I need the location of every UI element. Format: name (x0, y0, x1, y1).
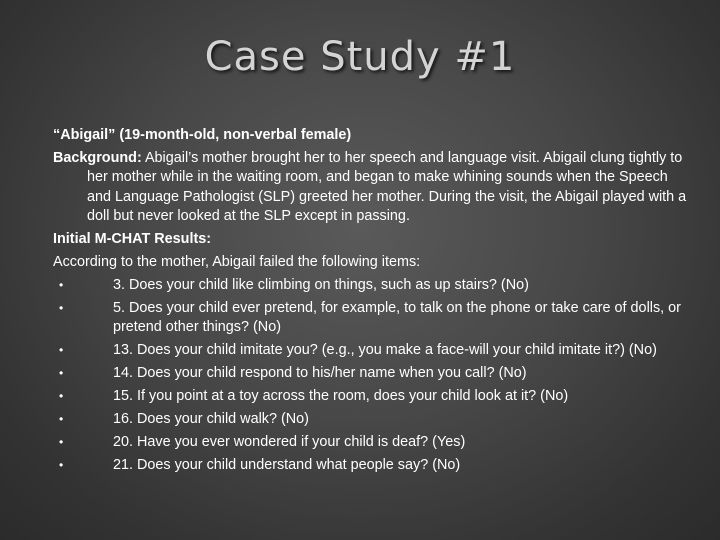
list-item (53, 364, 693, 383)
list-item-text: 16. Does your child walk? (No) (113, 411, 309, 428)
list-item (53, 410, 693, 429)
bullet-icon: • (59, 389, 64, 404)
list-item (53, 456, 693, 475)
bullet-icon: • (59, 458, 64, 473)
list-item (53, 433, 693, 452)
slide-body (53, 126, 693, 479)
list-item-text: 14. Does your child respond to his/her name when you call? (No) (113, 365, 527, 382)
background-label: Background: (53, 149, 142, 166)
bullet-icon: • (59, 366, 64, 381)
intro-text: According to the mother, Abigail failed the following items: (53, 253, 421, 270)
bullet-icon: • (59, 412, 64, 427)
list-item-text: 5. Does your child ever pretend, for example, to talk on the phone or take care of dolls, or pretend other things? (No) (113, 299, 681, 336)
background-text: Abigail’s mother brought her to her speech and language visit. Abigail clung tightly to her mother while in the waiting room, and began to make whining sounds when the Speech and Language Pathologist (SLP) greeted her mother. During the visit, the Abigail played with a doll but never looked at the SLP except in passing. (87, 149, 687, 224)
list-item (53, 299, 693, 338)
bullet-icon: • (59, 343, 64, 358)
list-item-text: 13. Does your child imitate you? (e.g., you make a face-will your child imitate it?) (No) (113, 342, 657, 359)
slide-title: Case Study #1 (204, 34, 516, 80)
bullet-icon: • (59, 300, 64, 315)
bullet-icon: • (59, 277, 64, 292)
mchat-heading: Initial M-CHAT Results: (53, 230, 212, 247)
background-paragraph (53, 149, 693, 226)
list-item-text: 20. Have you ever wondered if your child is deaf? (Yes) (113, 434, 466, 451)
mchat-item-list (53, 276, 693, 475)
bullet-icon: • (59, 435, 64, 450)
list-item (53, 341, 693, 360)
case-heading: “Abigail” (19-month-old, non-verbal female) (53, 127, 352, 143)
list-item (53, 276, 693, 295)
list-item-text: 15. If you point at a toy across the room, does your child look at it? (No) (113, 388, 569, 405)
list-item (53, 387, 693, 406)
list-item-text: 3. Does your child like climbing on things, such as up stairs? (No) (113, 276, 529, 293)
list-item-text: 21. Does your child understand what people say? (No) (113, 457, 461, 474)
